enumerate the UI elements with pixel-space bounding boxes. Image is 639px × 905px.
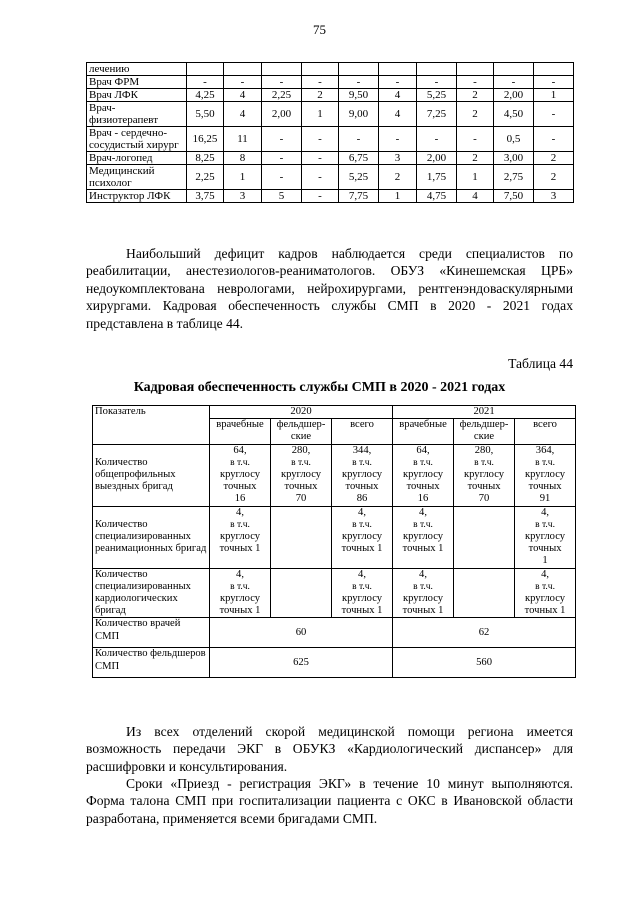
table-cell: 0,5 — [494, 127, 534, 152]
cell-line: круглосу — [219, 469, 261, 481]
table-cell: - — [339, 127, 379, 152]
cell-line: 86 — [356, 493, 368, 505]
table-cell: 1,75 — [417, 165, 457, 190]
table-row-doctors — [93, 618, 576, 648]
table-cell — [271, 444, 332, 506]
table-cell: 3 — [379, 152, 417, 165]
table-cell: - — [262, 152, 302, 165]
cell-line: 344, — [352, 444, 372, 456]
row-label-paramedics: Количество фельдшеров СМП — [93, 648, 210, 678]
table-cell: 1 — [534, 89, 574, 102]
table-cell: - — [379, 127, 417, 152]
table-row — [87, 76, 574, 89]
cell-line: круглосу — [524, 469, 566, 481]
table-row-paramedics — [93, 648, 576, 678]
table-cell: - — [534, 127, 574, 152]
cell-line: точных 1 — [341, 543, 383, 555]
table-cell: 5,25 — [339, 165, 379, 190]
cell-line: 64, — [416, 444, 430, 456]
table-cell: 1 — [302, 102, 339, 127]
table-cell: - — [187, 76, 224, 89]
row-label: Врач-физиотерапевт — [87, 102, 187, 127]
table-cell — [393, 568, 454, 618]
table-cell — [494, 63, 534, 76]
cell-line: в т.ч. — [230, 457, 250, 468]
staffing-table-continuation — [86, 62, 574, 203]
cell-line: круглосу — [402, 531, 444, 543]
cell-line: 280, — [474, 444, 494, 456]
table-cell: 4 — [379, 102, 417, 127]
table-cell: 5 — [262, 190, 302, 203]
cell-line: круглосу — [524, 593, 566, 605]
table-cell: - — [534, 76, 574, 89]
cell-line: точных — [284, 481, 318, 493]
table-row — [87, 152, 574, 165]
table-cell: - — [302, 152, 339, 165]
table-cell: 3,00 — [494, 152, 534, 165]
table-cell: 2,00 — [494, 89, 534, 102]
table-cell: - — [302, 165, 339, 190]
table-cell — [379, 63, 417, 76]
table-cell: - — [262, 127, 302, 152]
paragraph-deficit-text: Наибольший дефицит кадров наблюдается среди специалистов по реабилитации, анестезиологов-реаниматологов. ОБУЗ «Кинешемская ЦРБ» недоукомплектована неврологами, нейрохирургами, рентгенэндоваскулярными хирургами. Кадровая обеспеченность службы СМП в 2020 - 2021 годах представлена в таблице 44. — [86, 246, 573, 331]
row-label: Количество специализированных кардиологических бригад — [93, 568, 210, 618]
table-title: Кадровая обеспеченность службы СМП в 2020 - 2021 годах — [133, 380, 506, 395]
table-cell: 7,25 — [417, 102, 457, 127]
table-cell: 1 — [457, 165, 494, 190]
cell-line: в т.ч. — [535, 519, 555, 530]
table-cell: - — [534, 102, 574, 127]
table-cell: - — [457, 127, 494, 152]
table-row — [93, 444, 576, 506]
table-cell: 2,00 — [417, 152, 457, 165]
cell-line: в т.ч. — [352, 457, 372, 468]
cell-line: точных — [528, 543, 562, 555]
cell-line: 4, — [541, 568, 550, 580]
cell-line: точных 1 — [402, 605, 444, 617]
cell-line: точных — [467, 481, 501, 493]
paragraph-timing — [86, 775, 573, 827]
table-cell: - — [417, 76, 457, 89]
cell-line: круглосу — [402, 593, 444, 605]
table-cell — [210, 444, 271, 506]
cell-line: точных 1 — [219, 605, 261, 617]
page-number: 75 — [313, 22, 326, 37]
cell-line: 70 — [295, 493, 307, 505]
header-indicator: Показатель — [93, 406, 210, 445]
table-row — [93, 506, 576, 568]
row-label: Инструктор ЛФК — [87, 190, 187, 203]
row-label: лечению — [87, 63, 187, 76]
table-cell: 2,25 — [187, 165, 224, 190]
cell-line: в т.ч. — [230, 519, 250, 530]
table-cell — [515, 506, 576, 568]
table-cell: - — [379, 76, 417, 89]
cell-line: 70 — [478, 493, 490, 505]
cell-line: 4, — [358, 568, 366, 580]
row-label: Врач ФРМ — [87, 76, 187, 89]
table-cell — [393, 444, 454, 506]
cell-line: круглосу — [341, 531, 383, 543]
cell-line: 364, — [535, 444, 555, 456]
cell-line: точных 1 — [402, 543, 444, 555]
cell-line: 4, — [541, 506, 550, 518]
table-cell: - — [262, 76, 302, 89]
table-cell — [332, 444, 393, 506]
subheader-doctors-2020: врачебные — [210, 419, 271, 444]
cell-line: 4, — [419, 568, 427, 580]
table-cell — [332, 568, 393, 618]
table-cell: 4,25 — [187, 89, 224, 102]
cell-line: 4, — [236, 506, 244, 518]
table-row — [87, 127, 574, 152]
cell-line: 4, — [236, 568, 244, 580]
subheader-total-2021: всего — [515, 419, 576, 444]
table-cell — [271, 506, 332, 568]
table-cell: 5,25 — [417, 89, 457, 102]
table-cell — [417, 63, 457, 76]
table-cell — [454, 506, 515, 568]
cell-line: круглосу — [524, 531, 566, 543]
table-row — [87, 165, 574, 190]
table-cell: 3,75 — [187, 190, 224, 203]
cell-line: в т.ч. — [535, 457, 555, 468]
table-cell: 4 — [224, 102, 262, 127]
cell-line: 16 — [417, 493, 429, 505]
cell-line: круглосу — [280, 469, 322, 481]
table-cell — [515, 568, 576, 618]
table-cell: 2 — [534, 165, 574, 190]
table-cell: 3 — [534, 190, 574, 203]
cell-line: в т.ч. — [413, 581, 433, 592]
table-row — [93, 568, 576, 618]
paragraph-deficit — [86, 245, 573, 332]
doctors-2020: 60 — [210, 618, 393, 648]
cell-line: круглосу — [402, 469, 444, 481]
doctors-2021: 62 — [393, 618, 576, 648]
table-cell: 2 — [302, 89, 339, 102]
cell-line: 91 — [539, 493, 551, 505]
smp-staffing-table — [92, 405, 576, 678]
cell-line: в т.ч. — [291, 457, 311, 468]
paragraph-timing-text: Сроки «Приезд - регистрация ЭКГ» в течение 10 минут выполняются. Форма талона СМП при госпитализации пациента с ОКС в Ивановской области разработана, применяется всеми бригадами СМП. — [86, 776, 573, 826]
table-cell: 2,25 — [262, 89, 302, 102]
header-year-2021: 2021 — [393, 406, 576, 419]
table-cell: 6,75 — [339, 152, 379, 165]
table-cell: 2 — [534, 152, 574, 165]
subheader-paramedics-2021: фельдшер-ские — [454, 419, 515, 444]
cell-line: 64, — [233, 444, 247, 456]
table-cell: 4,50 — [494, 102, 534, 127]
table-cell: 9,50 — [339, 89, 379, 102]
table-cell — [454, 568, 515, 618]
row-label: Врач-логопед — [87, 152, 187, 165]
table-cell: - — [302, 190, 339, 203]
table-cell: 2 — [457, 152, 494, 165]
paragraph-ecg — [86, 723, 573, 775]
table-cell: - — [224, 76, 262, 89]
table-cell — [393, 506, 454, 568]
table-cell — [454, 444, 515, 506]
paramedics-2021: 560 — [393, 648, 576, 678]
table-cell: 2 — [379, 165, 417, 190]
table-cell: 2 — [457, 102, 494, 127]
table-row — [87, 102, 574, 127]
subheader-paramedics-2020: фельдшер-ские — [271, 419, 332, 444]
table-cell: 8 — [224, 152, 262, 165]
table-cell: - — [262, 165, 302, 190]
cell-line: 280, — [291, 444, 311, 456]
table-cell: 5,50 — [187, 102, 224, 127]
cell-line: круглосу — [341, 469, 383, 481]
table-cell — [210, 506, 271, 568]
cell-line: точных 1 — [341, 605, 383, 617]
table-cell: - — [494, 76, 534, 89]
row-label: Количество специализированных реанимационных бригад — [93, 506, 210, 568]
table-cell — [210, 568, 271, 618]
table-cell: - — [302, 76, 339, 89]
table-cell: 3 — [224, 190, 262, 203]
row-label: Медицинский психолог — [87, 165, 187, 190]
table-cell: 4 — [379, 89, 417, 102]
row-label: Врач ЛФК — [87, 89, 187, 102]
cell-line: круглосу — [463, 469, 505, 481]
table-cell: 7,50 — [494, 190, 534, 203]
cell-line: в т.ч. — [413, 519, 433, 530]
row-label-doctors: Количество врачей СМП — [93, 618, 210, 648]
cell-line: в т.ч. — [230, 581, 250, 592]
table-cell: - — [302, 127, 339, 152]
table-cell — [262, 63, 302, 76]
header-year-2020: 2020 — [210, 406, 393, 419]
subheader-doctors-2021: врачебные — [393, 419, 454, 444]
cell-line: 4, — [419, 506, 427, 518]
table-cell: 1 — [379, 190, 417, 203]
table-cell: 1 — [224, 165, 262, 190]
table-row — [87, 63, 574, 76]
table-cell: - — [457, 76, 494, 89]
cell-line: в т.ч. — [352, 581, 372, 592]
table-cell: 4 — [224, 89, 262, 102]
table-cell: 4 — [457, 190, 494, 203]
table-cell — [302, 63, 339, 76]
cell-line: точных 1 — [524, 605, 566, 617]
cell-line: точных — [528, 481, 562, 493]
table-cell: 2 — [457, 89, 494, 102]
subheader-total-2020: всего — [332, 419, 393, 444]
cell-line: круглосу — [219, 531, 261, 543]
table-cell: - — [417, 127, 457, 152]
cell-line: круглосу — [219, 593, 261, 605]
cell-line: точных 1 — [219, 543, 261, 555]
cell-line: точных — [223, 481, 257, 493]
cell-line: в т.ч. — [535, 581, 555, 592]
table-header-row — [93, 406, 576, 419]
cell-line: в т.ч. — [413, 457, 433, 468]
table-row — [87, 89, 574, 102]
table-cell: 11 — [224, 127, 262, 152]
table-cell: 2,75 — [494, 165, 534, 190]
table-cell — [534, 63, 574, 76]
cell-line: точных — [406, 481, 440, 493]
table-cell — [224, 63, 262, 76]
row-label: Количество общепрофильных выездных бригад — [93, 444, 210, 506]
table-cell — [271, 568, 332, 618]
cell-line: точных — [345, 481, 379, 493]
row-label: Врач - сердечно-сосудистый хирург — [87, 127, 187, 152]
table-cell: 2,00 — [262, 102, 302, 127]
cell-line: круглосу — [341, 593, 383, 605]
table-cell — [515, 444, 576, 506]
table-cell: - — [339, 76, 379, 89]
table-row — [87, 190, 574, 203]
table-cell — [187, 63, 224, 76]
table-caption: Таблица 44 — [508, 356, 573, 371]
table-cell — [457, 63, 494, 76]
table-cell — [339, 63, 379, 76]
table-cell: 9,00 — [339, 102, 379, 127]
cell-line: 4, — [358, 506, 366, 518]
table-cell: 4,75 — [417, 190, 457, 203]
cell-line: в т.ч. — [474, 457, 494, 468]
table-cell: 7,75 — [339, 190, 379, 203]
paramedics-2020: 625 — [210, 648, 393, 678]
cell-line: 1 — [542, 555, 548, 567]
cell-line: 16 — [234, 493, 246, 505]
cell-line: в т.ч. — [352, 519, 372, 530]
paragraph-ecg-text: Из всех отделений скорой медицинской помощи региона имеется возможность передачи ЭКГ в ОБУКЗ «Кардиологический диспансер» для расшифровки и консультирования. — [86, 724, 573, 774]
table-cell: 16,25 — [187, 127, 224, 152]
table-cell — [332, 506, 393, 568]
table-cell: 8,25 — [187, 152, 224, 165]
